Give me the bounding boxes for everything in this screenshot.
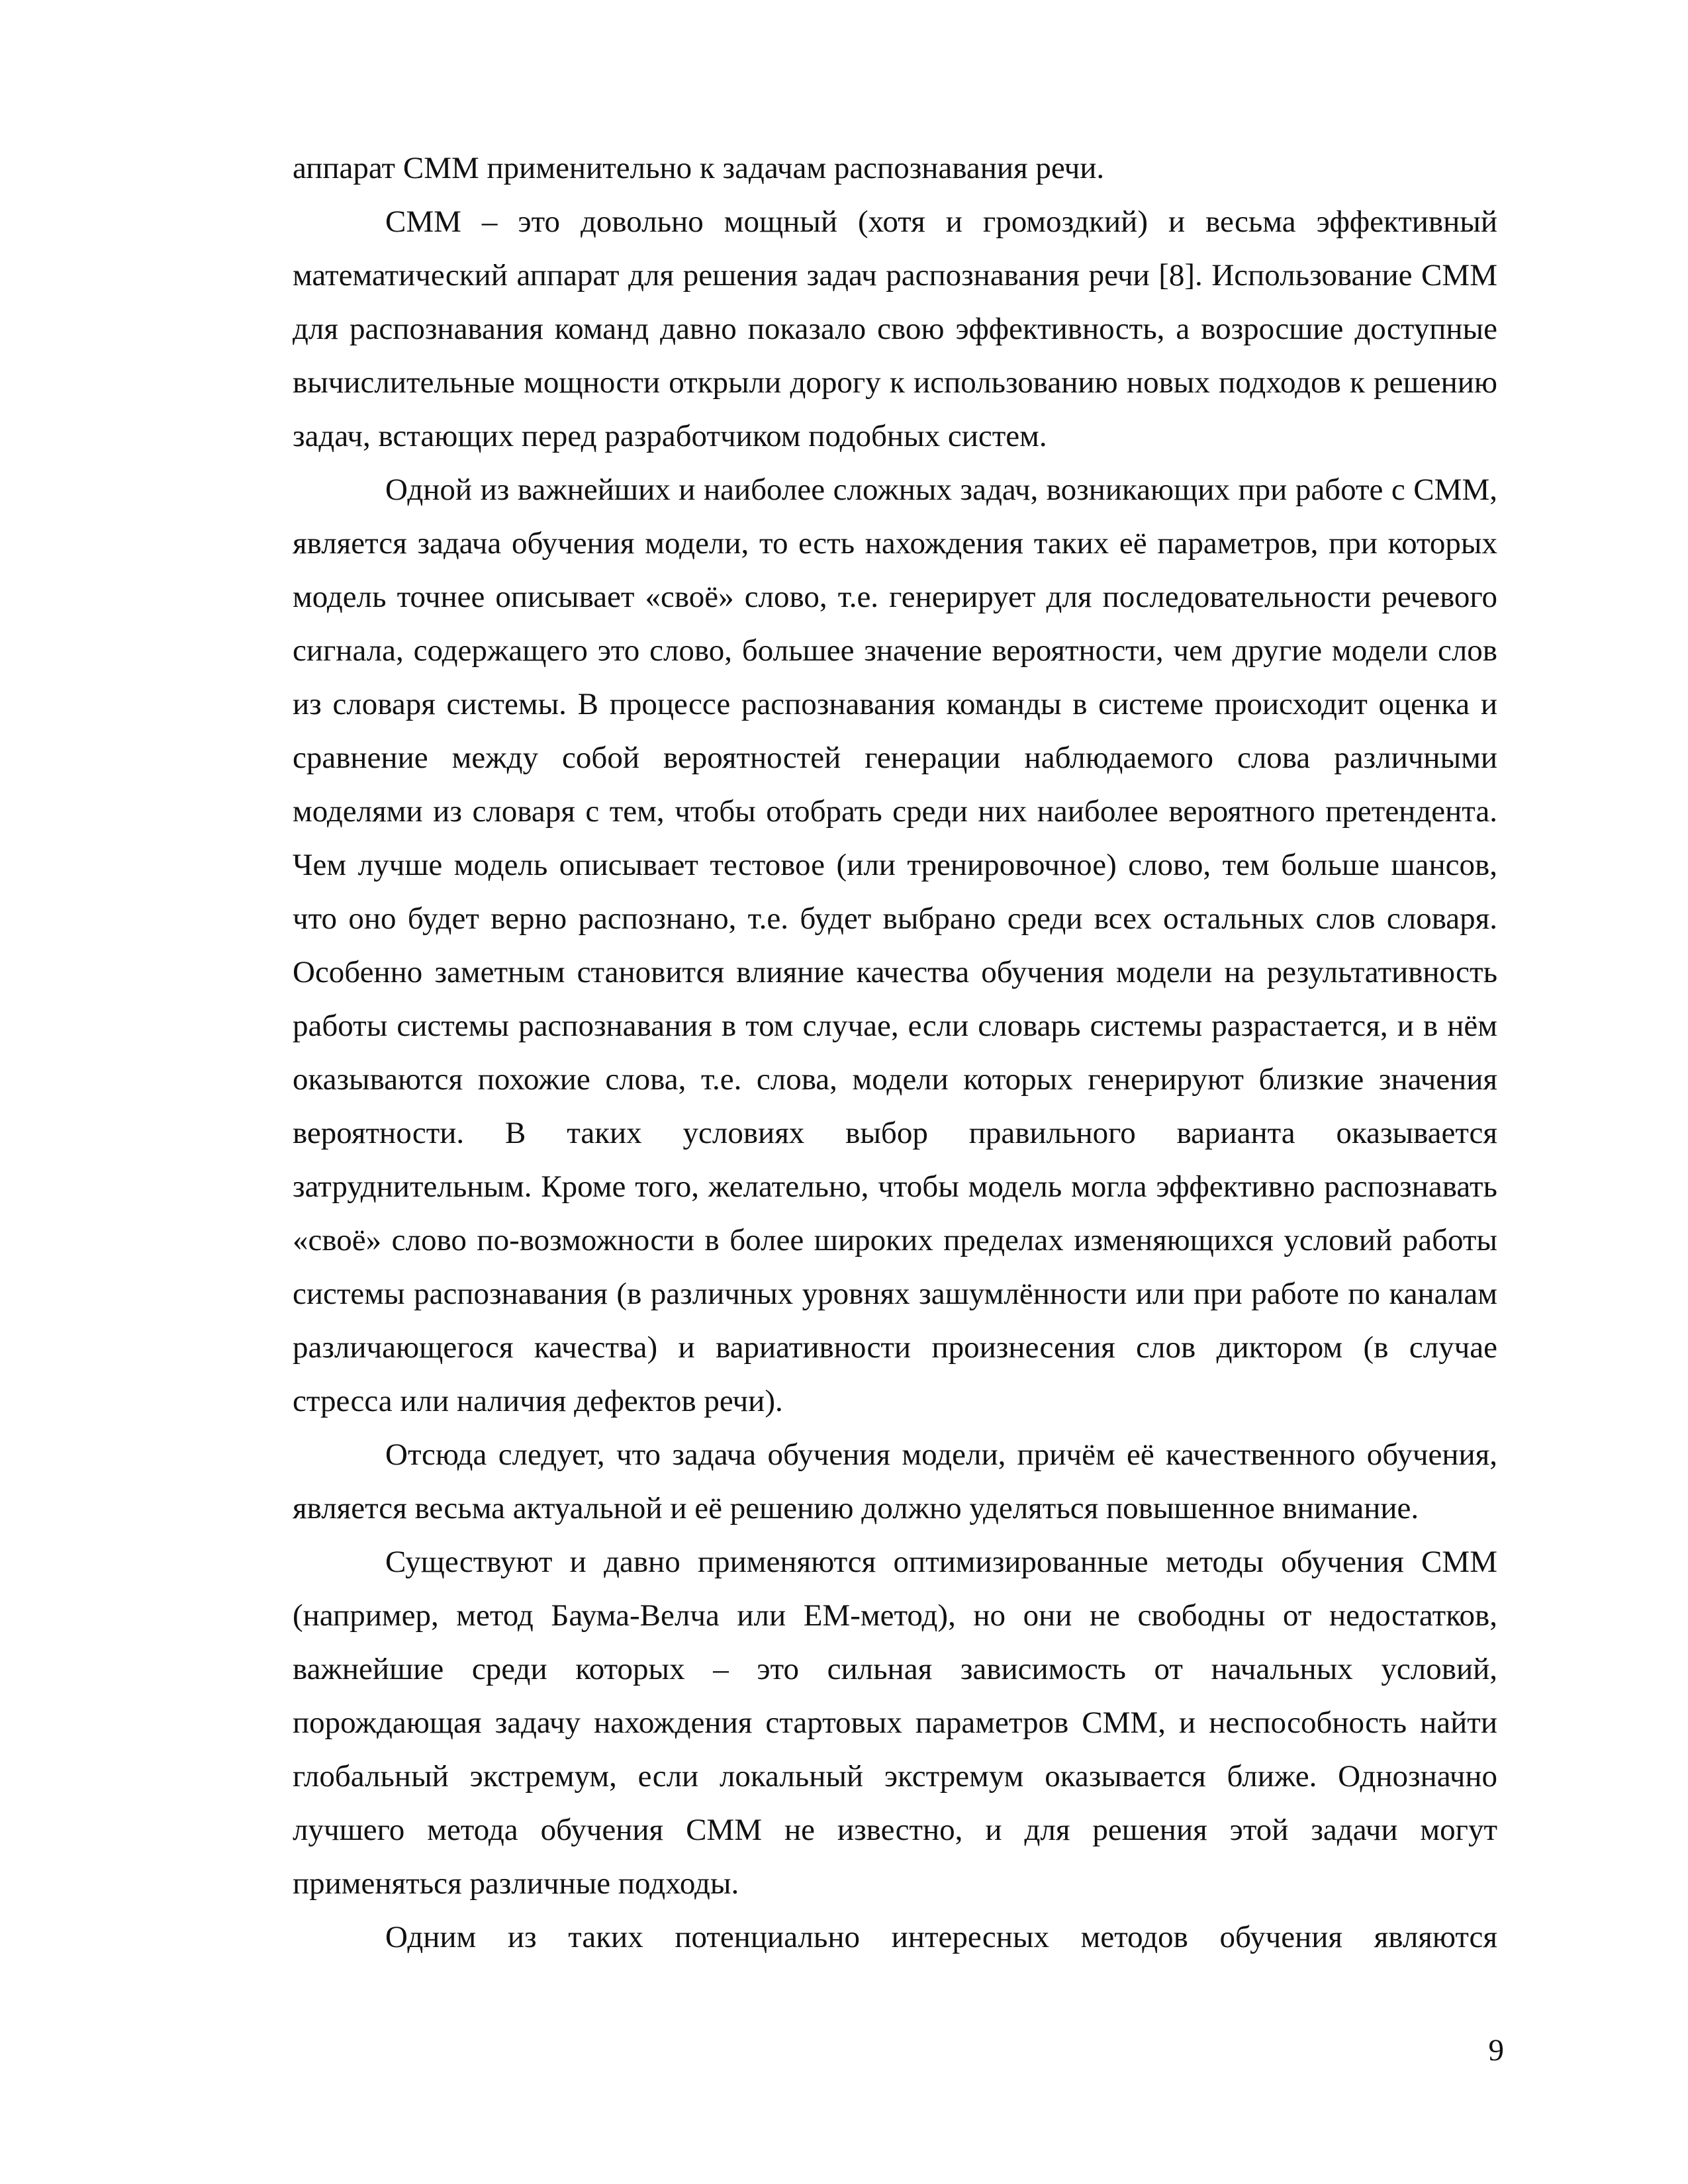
body-text xyxy=(293,142,1497,1964)
paragraph-training-problem: Одной из важнейших и наиболее сложных задач, возникающих при работе с СММ, является задача обучения модели, то есть нахождения таких её параметров, при которых модель точнее описывает «своё» слово, т.е. генерирует для последовательности речевого сигнала, содержащего это слово, большее значение вероятности, чем другие модели слов из словаря системы. В процессе распознавания команды в системе происходит оценка и сравнение между собой вероятностей генерации наблюдаемого слова различными моделями из словаря с тем, чтобы отобрать среди них наиболее вероятного претендента. Чем лучше модель описывает тестовое (или тренировочное) слово, тем больше шансов, что оно будет верно распознано, т.е. будет выбрано среди всех остальных слов словаря. Особенно заметным становится влияние качества обучения модели на результативность работы системы распознавания в том случае, если словарь системы разрастается, и в нём оказываются похожие слова, т.е. слова, модели которых генерируют близкие значения вероятности. В таких условиях выбор правильного варианта оказывается затруднительным. Кроме того, желательно, чтобы модель могла эффективно распознавать «своё» слово по-возможности в более широких пределах изменяющихся условий работы системы распознавания (в различных уровнях зашумлённости или при работе по каналам различающегося качества) и вариативности произнесения слов диктором (в случае стресса или наличия дефектов речи). xyxy=(293,473,1497,1418)
page-number: 9 xyxy=(1488,2033,1504,2068)
paragraph-hmm-intro: СММ – это довольно мощный (хотя и громоздкий) и весьма эффективный математический аппарат для решения задач распознавания речи [8]. Использование СММ для распознавания команд давно показало свою эффективность, а возросшие доступные вычислительные мощности открыли дорогу к использованию новых подходов к решению задач, встающих перед разработчиком подобных систем. xyxy=(293,205,1497,453)
paragraph-existing-methods: Существуют и давно применяются оптимизированные методы обучения СММ (например, метод Баума-Велча или EM-метод), но они не свободны от недостатков, важнейшие среди которых – это сильная зависимость от начальных условий, порождающая задачу нахождения стартовых параметров СММ, и неспособность найти глобальный экстремум, если локальный экстремум оказывается ближе. Однозначно лучшего метода обучения СММ не известно, и для решения этой задачи могут применяться различные подходы. xyxy=(293,1545,1497,1901)
paragraph-conclusion: Отсюда следует, что задача обучения модели, причём её качественного обучения, является весьма актуальной и её решению должно уделяться повышенное внимание. xyxy=(293,1437,1497,1525)
paragraph-continuation: аппарат СММ применительно к задачам распознавания речи. xyxy=(293,151,1105,185)
paragraph-alternative-methods: Одним из таких потенциально интересных методов обучения являются xyxy=(385,1920,1497,1954)
